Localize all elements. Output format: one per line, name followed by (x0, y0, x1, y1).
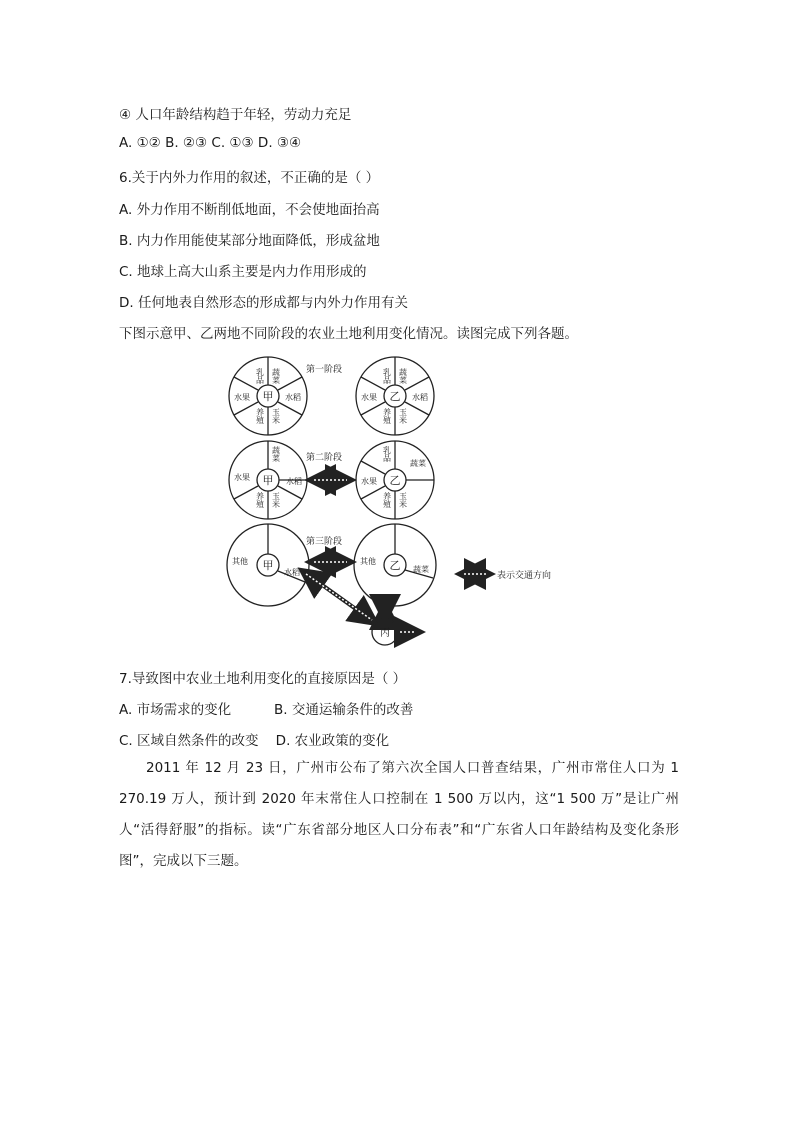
stage-3-label: 第三阶段 (305, 537, 343, 547)
yi-stage2-label: 玉米 (398, 492, 408, 508)
q6-option-d: D. 任何地表自然形态的形成都与内外力作用有关 (119, 295, 408, 311)
yi-stage1-center: 乙 (389, 390, 401, 403)
q6-option-c: C. 地球上高大山系主要是内力作用形成的 (119, 264, 367, 280)
yi-stage3-label: 蔬菜 (413, 565, 429, 574)
figure-intro: 下图示意甲、乙两地不同阶段的农业土地利用变化情况。读图完成下列各题。 (119, 326, 578, 342)
q6-option-a: A. 外力作用不断削低地面，不会使地面抬高 (119, 202, 380, 218)
jia-stage2-center: 甲 (262, 474, 274, 487)
yi-stage1-label: 水果 (361, 393, 377, 402)
yi-stage2-label: 蔬菜 (410, 459, 426, 468)
jia-stage2-label: 水稻 (286, 477, 302, 486)
option-4-statement: ④ 人口年龄结构趋于年轻，劳动力充足 (119, 107, 352, 123)
yi-stage2-label: 养殖 (382, 492, 392, 508)
yi-stage1-label: 乳品 (382, 368, 392, 384)
jia-stage3-label: 其他 (232, 557, 248, 566)
yi-stage3-label: 其他 (360, 557, 376, 566)
yi-stage1-label: 养殖 (382, 408, 392, 424)
q7-options-ab: A. 市场需求的变化 B. 交通运输条件的改善 (119, 702, 414, 718)
yi-stage1-label: 蔬菜 (398, 368, 408, 384)
q7-stem: 7.导致图中农业土地利用变化的直接原因是（ ） (119, 671, 407, 687)
yi-stage2-label: 乳品 (382, 446, 392, 462)
jia-stage1-label: 水稻 (285, 393, 301, 402)
q5-answer-choices: A. ①② B. ②③ C. ①③ D. ③④ (119, 135, 302, 151)
stage-1-label: 第一阶段 (305, 365, 343, 375)
jia-stage2-label: 养殖 (255, 492, 265, 508)
yi-stage1-label: 玉米 (398, 408, 408, 424)
stage-2-label: 第二阶段 (305, 453, 343, 463)
yi-stage3-center: 乙 (389, 559, 401, 572)
jia-stage1-label: 乳品 (255, 368, 265, 384)
legend-label: 表示交通方向 (497, 571, 552, 581)
jia-stage2-label: 蔬菜 (271, 446, 281, 462)
q6-stem: 6.关于内外力作用的叙述，不正确的是（ ） (119, 170, 380, 186)
jia-stage1-label: 水果 (234, 393, 250, 402)
jia-stage1-center: 甲 (262, 390, 274, 403)
yi-stage2-label: 水果 (361, 477, 377, 486)
jia-stage3-center: 甲 (262, 559, 274, 572)
jia-stage2-label: 玉米 (271, 492, 281, 508)
bing-label: 丙 (380, 628, 390, 639)
jia-stage1-label: 养殖 (255, 408, 265, 424)
yi-stage1-label: 水稻 (412, 393, 428, 402)
jia-stage1-label: 蔬菜 (271, 368, 281, 384)
q7-options-cd: C. 区域自然条件的改变 D. 农业政策的变化 (119, 733, 390, 749)
jia-stage1-label: 玉米 (271, 408, 281, 424)
census-passage (119, 753, 679, 877)
q6-option-b: B. 内力作用能使某部分地面降低，形成盆地 (119, 233, 380, 249)
land-use-diagram (222, 350, 582, 650)
traffic-arrow-jia-bing (304, 572, 374, 622)
jia-stage2-label: 水果 (234, 473, 250, 482)
census-passage-text: 2011 年 12 月 23 日，广州市公布了第六次全国人口普查结果，广州市常住人口为 1 270.19 万人，预计到 2020 年末常住人口控制在 1 500 万以内，这“1 500 万”是让广州人“活得舒服”的指标。读“广东省部分地区人口分布表”和“广东省人口年龄结构及变化条形图”，完成以下三题。 (119, 760, 679, 869)
yi-stage2-center: 乙 (389, 474, 401, 487)
jia-stage3-label: 水稻 (284, 568, 300, 577)
